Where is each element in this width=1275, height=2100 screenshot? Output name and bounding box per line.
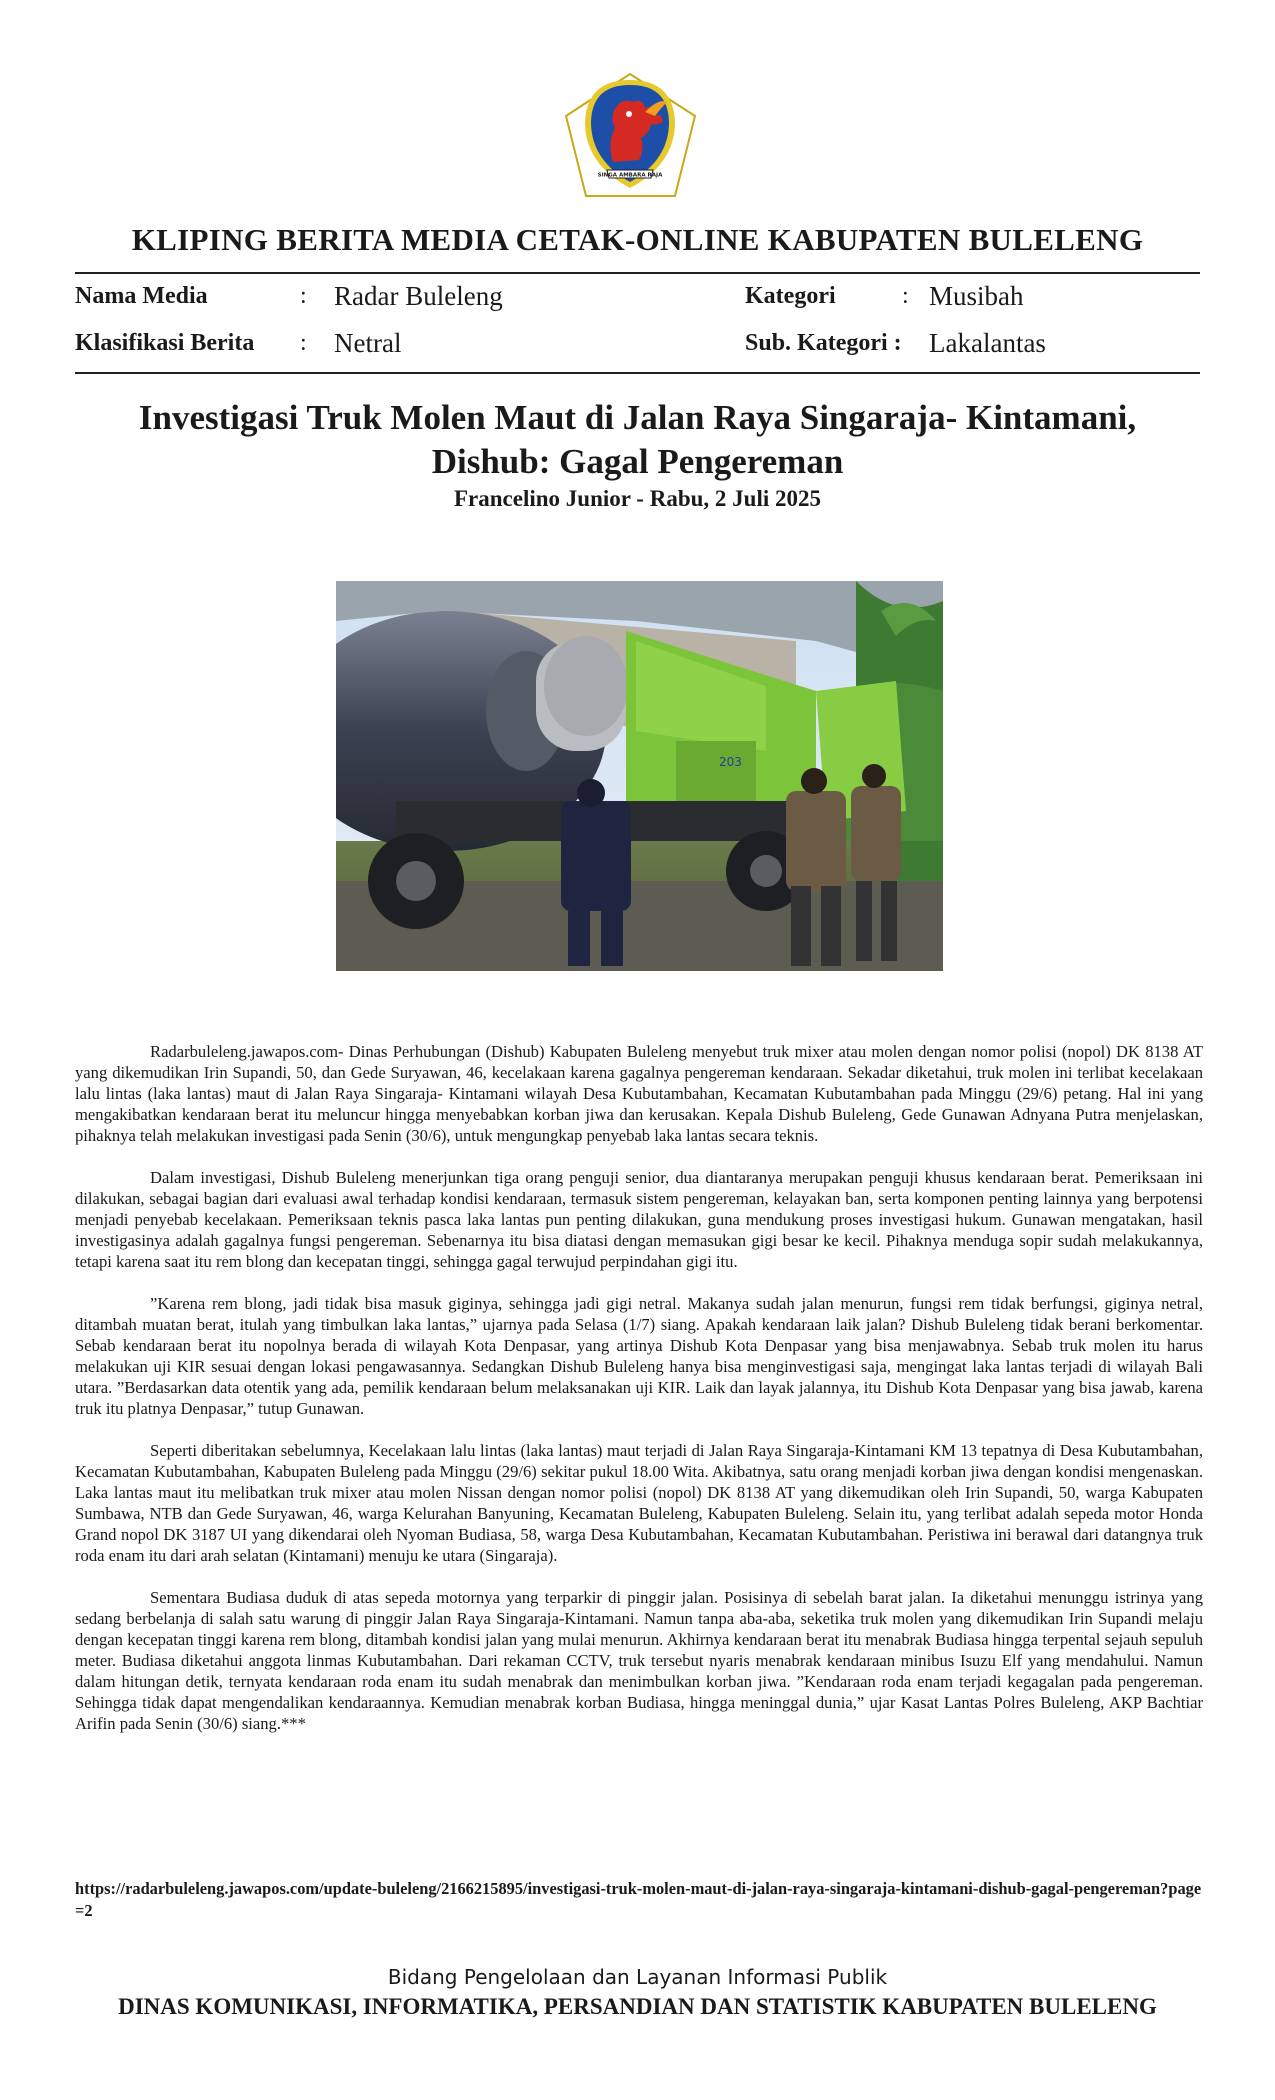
footer-agency: DINAS KOMUNIKASI, INFORMATIKA, PERSANDIAN DAN STATISTIK KABUPATEN BULELENG — [118, 1994, 1157, 2019]
article-title-line1: Investigasi Truk Molen Maut di Jalan Raya Singaraja- Kintamani, — [138, 398, 1137, 437]
nama-media-colon: : — [300, 283, 307, 309]
kategori-colon: : — [902, 283, 909, 309]
buleleng-crest-icon — [563, 72, 698, 200]
article-title — [100, 396, 1175, 484]
article-paragraph: ”Karena rem blong, jadi tidak bisa masuk giginya, sehingga jadi gigi netral. Makanya sudah jalan menurun, fungsi rem tidak berfungsi, giginya netral, ditambah muatan berat, itulah yang timbulkan laka lantas,” ujarnya pada Selasa (1/7) siang. Apakah kendaraan laik jalan? Dishub Buleleng tidak berani berkomentar. Sebab kendaraan berat itu nopolnya berada di wilayah Kota Denpasar, yang artinya Dishub Kota Denpasar yang bisa menjawabnya. Sebab truk molen itu harus melakukan uji KIR sesuai dengan lokasi pengawasannya. Sedangkan Dishub Buleleng hanya bisa menginvestigasi saja, mengingat laka lantas terjadi di wilayah Bali utara. ”Berdasarkan data otentik yang ada, pemilik kendaraan belum melaksanakan uji KIR. Laik dan layak jalannya, itu Dishub Kota Denpasar yang bisa jawab, karena truk itu platnya Denpasar,” tutup Gunawan. — [75, 1294, 1203, 1418]
article-paragraph: Radarbuleleng.jawapos.com- Dinas Perhubungan (Dishub) Kabupaten Buleleng menyebut truk mixer atau molen dengan nomor polisi (nopol) DK 8138 AT yang dikemudikan Irin Supandi, 50, dan Gede Suryawan, 46, kecelakaan karena gagalnya pengereman kendaraan. Sekadar diketahui, truk molen ini terlibat kecelakaan lalu lintas (laka lantas) maut di Jalan Raya Singaraja- Kintamani wilayah Desa Kubutambahan, Kecamatan Kubutambahan pada Minggu (29/6) petang. Hal ini yang mengakibatkan kendaraan berat itu meluncur hingga menyebabkan korban jiwa dan kerusakan. Kepala Dishub Buleleng, Gede Gunawan Adnyana Putra menjelaskan, pihaknya telah melakukan investigasi pada Senin (30/6), untuk mengungkap penyebab laka lantas secara teknis. — [75, 1042, 1203, 1145]
klasifikasi-value: Netral — [334, 328, 402, 358]
article-title-line2: Dishub: Gagal Pengereman — [431, 442, 844, 481]
article-photo — [336, 581, 943, 971]
nama-media-value: Radar Buleleng — [334, 281, 503, 311]
article-paragraph: Dalam investigasi, Dishub Buleleng menerjunkan tiga orang penguji senior, dua diantaranya merupakan penguji khusus kendaraan berat. Pemeriksaan ini dilakukan, sebagai bagian dari evaluasi awal terhadap kondisi kendaraan, termasuk sistem pengereman, kelayakan ban, serta komponen penting lainnya yang berpotensi menjadi penyebab kecelakaan. Pemeriksaan teknis pasca laka lantas pun penting dilakukan, guna mendukung proses investigasi hukum. Gunawan mengatakan, hasil investigasinya adalah gagalnya fungsi pengereman. Sebenarnya itu bisa diatasi dengan memasukan gigi besar ke kecil. Pihaknya menduga sopir sudah melakukannya, tetapi karena saat itu rem blong dan kecepatan tinggi, sehingga gagal terwujud perpindahan gigi itu. — [75, 1168, 1203, 1271]
klasifikasi-label: Klasifikasi Berita — [75, 330, 255, 356]
klasifikasi-colon: : — [300, 330, 307, 356]
divider-top — [75, 272, 1200, 274]
article-paragraph: Seperti diberitakan sebelumnya, Kecelakaan lalu lintas (laka lantas) maut terjadi di Jalan Raya Singaraja-Kintamani KM 13 tepatnya di Desa Kubutambahan, Kecamatan Kubutambahan, Kabupaten Buleleng pada Minggu (29/6) sekitar pukul 18.00 Wita. Akibatnya, satu orang menjadi korban jiwa dengan kondisi mengenaskan. Laka lantas maut itu melibatkan truk mixer atau molen Nissan dengan nomor polisi (nopol) DK 8138 AT yang dikemudikan oleh Irin Supandi, 50, warga Kabupaten Sumbawa, NTB dan Gede Suryawan, 46, warga Kelurahan Banyuning, Kecamatan Buleleng, Kabupaten Buleleng. Selain itu, yang terlibat adalah sepeda motor Honda Grand nopol DK 3187 UI yang dikendarai oleh Nyoman Budiasa, 58, warga Desa Kubutambahan, Kecamatan Kubutambahan. Peristiwa ini berawal dari datangnya truk roda enam itu dari arah selatan (Kintamani) menuju ke utara (Singaraja). — [75, 1441, 1203, 1565]
footer-department: Bidang Pengelolaan dan Layanan Informasi Publik — [387, 1965, 888, 1989]
article-byline: Francelino Junior - Rabu, 2 Juli 2025 — [454, 486, 821, 511]
header-title: KLIPING BERITA MEDIA CETAK-ONLINE KABUPATEN BULELENG — [131, 222, 1144, 257]
sub-kategori-label: Sub. Kategori : — [745, 330, 902, 356]
svg-text:203: 203 — [719, 755, 742, 769]
article-body — [75, 1041, 1203, 1755]
logo-motto-text: SINGA AMBARA RAJA — [597, 172, 663, 179]
kategori-label: Kategori — [745, 283, 836, 309]
sub-kategori-value: Lakalantas — [929, 328, 1046, 358]
source-url: https://radarbuleleng.jawapos.com/update-buleleng/2166215895/investigasi-truk-molen-maut-di-jalan-raya-singaraja-kintamani-dishub-gagal-pengereman?page=2 — [75, 1879, 1202, 1920]
article-paragraph: Sementara Budiasa duduk di atas sepeda motornya yang terparkir di pinggir jalan. Posisinya di sebelah barat jalan. Ia diketahui menunggu istrinya yang sedang berbelanja di salah satu warung di pinggir Jalan Raya Singaraja-Kintamani. Namun tanpa aba-aba, seketika truk molen yang dikemudikan Irin Supandi melaju dengan kecepatan tinggi karena rem blong, ditambah kondisi jalan yang mulai menurun. Akhirnya kendaraan berat itu menabrak Budiasa hingga terpental sejauh sepuluh meter. Budiasa diketahui anggota linmas Kubutambahan. Dari rekaman CCTV, truk tersebut nyaris menabrak kendaraan minibus Isuzu Elf yang mendahului. Namun dalam hitungan detik, ternyata kendaraan roda enam itu sudah menabrak dan menimbulkan korban jiwa. ”Kendaraan roda enam terjadi kegagalan pada pengereman. Sehingga tidak dapat mengendalikan kendaraannya. Kemudian menabrak korban Budiasa, hingga meninggal dunia,” ujar Kasat Lantas Polres Buleleng, AKP Bachtiar Arifin pada Senin (30/6) siang.*** — [75, 1588, 1203, 1733]
nama-media-label: Nama Media — [75, 283, 208, 309]
kategori-value: Musibah — [929, 281, 1024, 311]
divider-bottom — [75, 372, 1200, 374]
